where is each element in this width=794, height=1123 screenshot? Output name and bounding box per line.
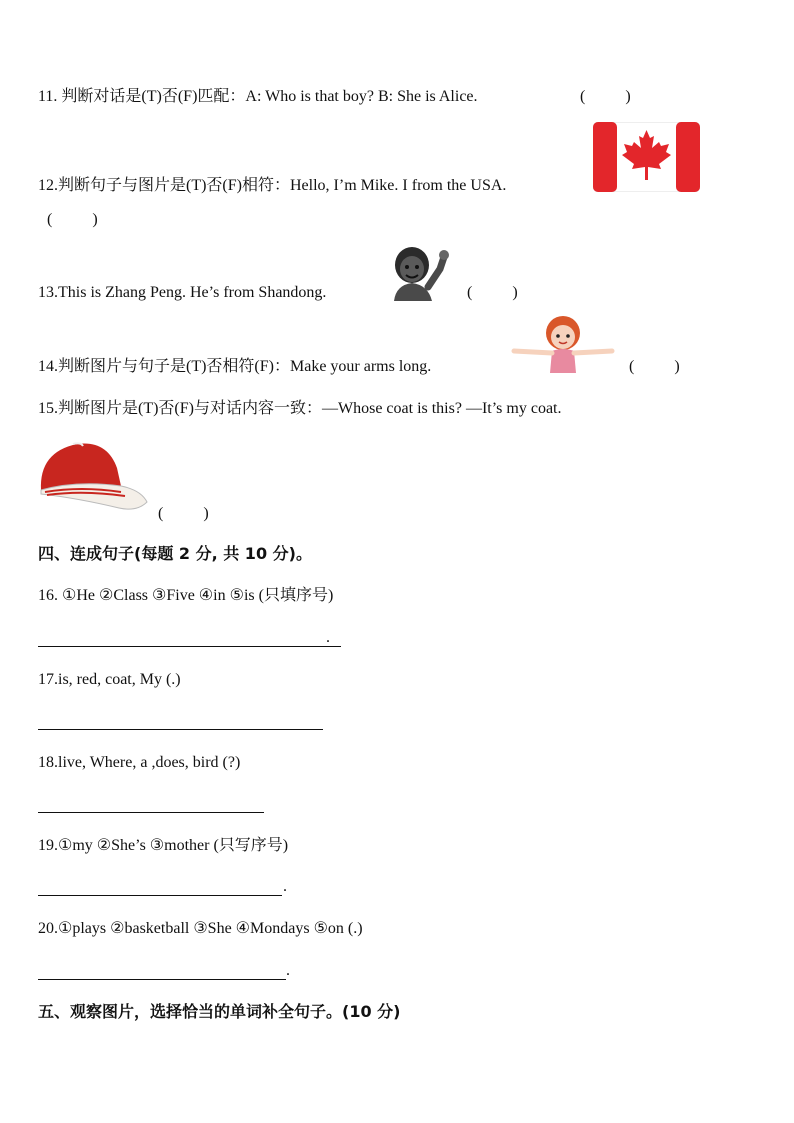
question-14: 14.判断图片与句子是(T)否相符(F)：Make your arms long. [38,358,432,375]
section-5-title: 五、观察图片，选择恰当的单词补全句子。(10 分) [38,1002,401,1021]
question-13: 13.This is Zhang Peng. He’s from Shandong. [38,284,327,301]
boy-waving-image [388,243,452,306]
answer-paren-11[interactable]: ( ) [580,88,631,105]
question-20: 20.①plays ②basketball ③She ④Mondays ⑤on (.) [38,920,363,937]
answer-line-20[interactable] [38,979,286,980]
red-cap-image [37,438,149,519]
answer-line-16-period: . [326,629,330,646]
section-4-title: 四、连成句子(每题 2 分, 共 10 分)。 [38,544,312,563]
canada-flag-image [593,122,700,197]
answer-line-16[interactable] [38,646,341,647]
question-16: 16. ①He ②Class ③Five ④in ⑤is (只填序号) [38,587,334,604]
answer-line-19[interactable] [38,895,282,896]
answer-paren-12[interactable]: ( ) [47,211,98,228]
question-11: 11. 判断对话是(T)否(F)匹配：A: Who is that boy? B: She is Alice. [38,88,478,105]
answer-line-18[interactable] [38,812,264,813]
girl-arms-out-image [510,313,616,378]
question-19: 19.①my ②She’s ③mother (只写序号) [38,837,289,854]
answer-line-20-period: . [286,962,290,979]
answer-paren-14[interactable]: ( ) [629,358,680,375]
question-17: 17.is, red, coat, My (.) [38,671,181,688]
question-15: 15.判断图片是(T)否(F)与对话内容一致：—Whose coat is this? —It’s my coat. [38,400,562,417]
answer-paren-13[interactable]: ( ) [467,284,518,301]
answer-line-17[interactable] [38,729,323,730]
answer-line-19-period: . [283,878,287,895]
question-18: 18.live, Where, a ,does, bird (?) [38,754,241,771]
question-12: 12.判断句子与图片是(T)否(F)相符：Hello, I’m Mike. I from the USA. [38,177,507,194]
answer-paren-15[interactable]: ( ) [158,505,209,522]
